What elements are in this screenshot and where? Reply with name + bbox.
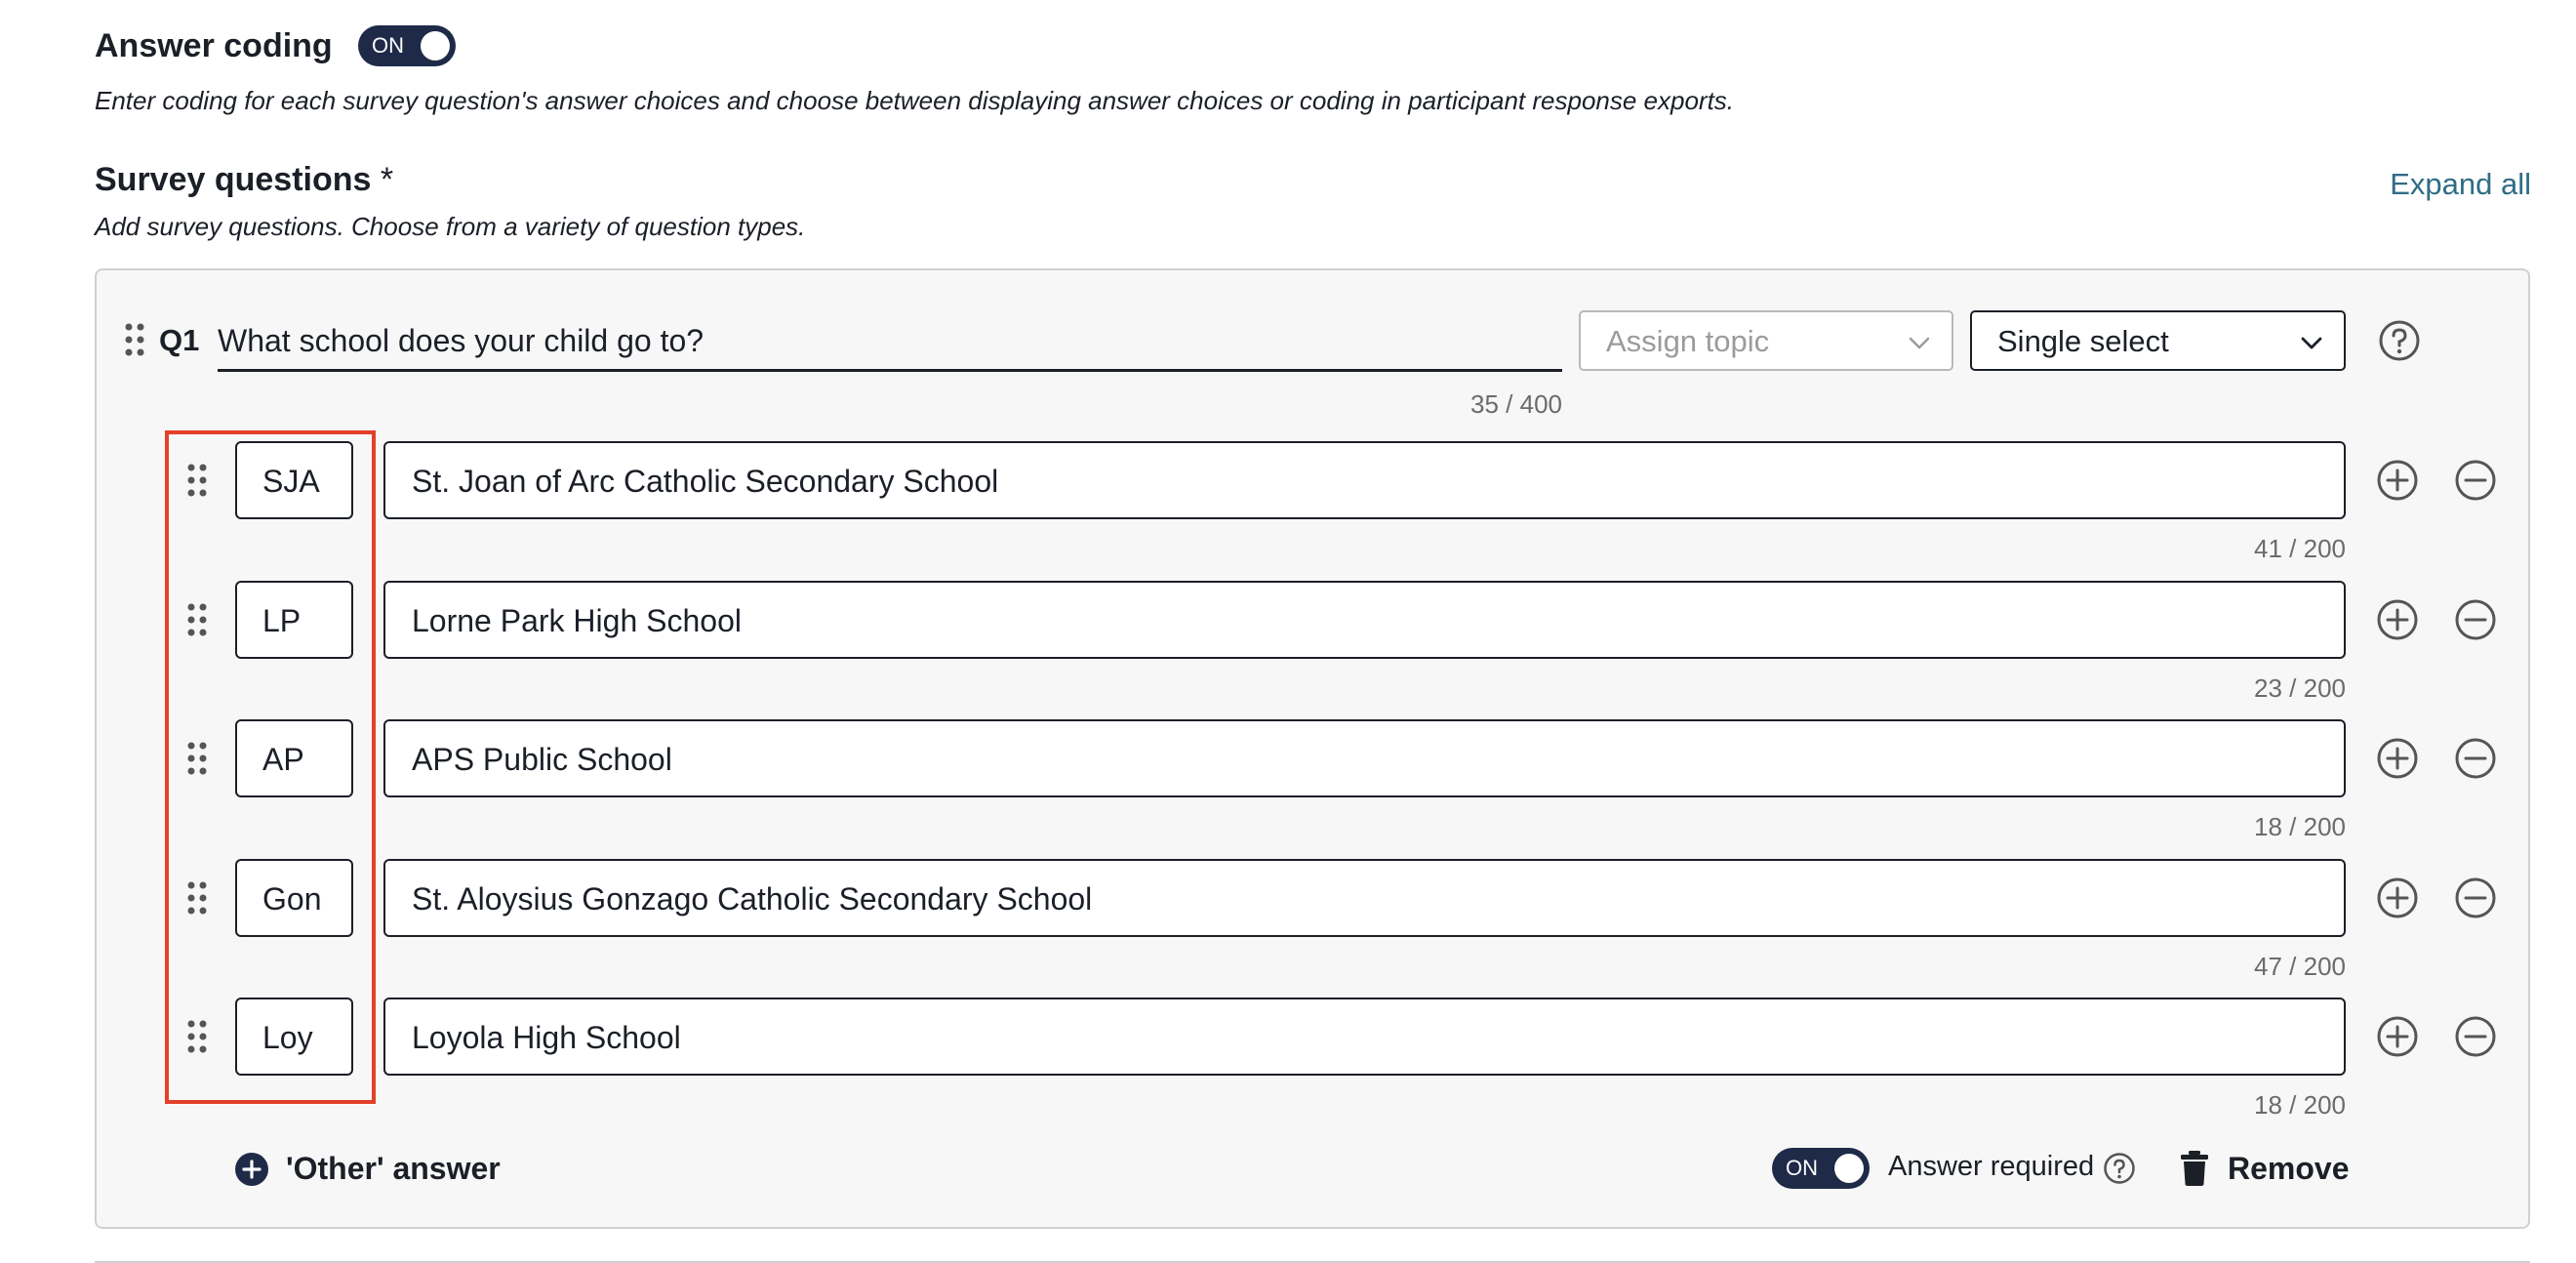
add-answer-plus-circle-icon[interactable] <box>2376 459 2419 502</box>
question-text-input[interactable]: What school does your child go to? <box>218 323 704 358</box>
assign-topic-select[interactable] <box>1579 310 1953 371</box>
add-answer-plus-circle-icon[interactable] <box>2376 737 2419 780</box>
add-answer-plus-circle-icon[interactable] <box>2376 598 2419 641</box>
remove-answer-minus-circle-icon[interactable] <box>2454 1015 2497 1058</box>
answer-char-counter: 18 / 200 <box>2254 812 2346 841</box>
trash-icon[interactable] <box>2180 1150 2209 1187</box>
answer-text-input[interactable] <box>383 859 2346 937</box>
question-char-counter: 35 / 400 <box>1470 389 1562 419</box>
answer-text-value: Loyola High School <box>412 1020 681 1055</box>
answer-required-toggle[interactable] <box>1772 1148 1870 1189</box>
remove-answer-minus-circle-icon[interactable] <box>2454 459 2497 502</box>
assign-topic-placeholder: Assign topic <box>1606 324 1770 358</box>
answer-char-counter: 23 / 200 <box>2254 673 2346 703</box>
add-answer-plus-circle-icon[interactable] <box>2376 1015 2419 1058</box>
answer-text-value: APS Public School <box>412 742 672 777</box>
expand-all-link[interactable]: Expand all <box>2390 167 2531 201</box>
answer-coding-title: Answer coding <box>95 27 333 64</box>
answer-required-toggle-label: ON <box>1786 1156 1818 1180</box>
remove-answer-minus-circle-icon[interactable] <box>2454 737 2497 780</box>
answer-text-value: St. Joan of Arc Catholic Secondary School <box>412 464 999 499</box>
question-number: Q1 <box>159 323 200 357</box>
toggle-knob <box>421 31 450 61</box>
other-answer-button[interactable]: 'Other' answer <box>286 1151 501 1186</box>
answer-char-counter: 41 / 200 <box>2254 534 2346 563</box>
answer-code-value: LP <box>262 603 302 638</box>
answer-required-help-icon[interactable] <box>2103 1152 2136 1185</box>
answer-char-counter: 18 / 200 <box>2254 1090 2346 1120</box>
answer-text-input[interactable] <box>383 998 2346 1076</box>
answer-codes-highlight <box>165 430 376 1104</box>
answer-required-label: Answer required <box>1888 1151 2095 1182</box>
add-answer-plus-circle-icon[interactable] <box>2376 876 2419 919</box>
answer-text-input[interactable] <box>383 581 2346 659</box>
answer-text-value: Lorne Park High School <box>412 603 742 638</box>
answer-coding-toggle[interactable] <box>358 25 456 66</box>
answer-text-input[interactable] <box>383 441 2346 519</box>
required-mark: * <box>380 161 394 198</box>
answer-code-value: AP <box>262 742 304 777</box>
remove-question-button[interactable]: Remove <box>2228 1151 2350 1186</box>
answer-code-value: Gon <box>262 881 322 917</box>
question-type-select[interactable] <box>1970 310 2346 371</box>
question-type-help-icon[interactable] <box>2378 319 2421 362</box>
question-drag-handle-icon[interactable] <box>125 323 144 356</box>
answer-code-value: SJA <box>262 464 320 499</box>
chevron-down-icon <box>1907 328 1932 363</box>
answer-text-input[interactable] <box>383 719 2346 797</box>
question-text-underline <box>218 369 1562 372</box>
answer-coding-toggle-label: ON <box>372 33 404 58</box>
answer-text-value: St. Aloysius Gonzago Catholic Secondary School <box>412 881 1093 917</box>
chevron-down-icon <box>2299 328 2324 363</box>
survey-questions-title-text: Survey questions <box>95 161 372 198</box>
remove-answer-minus-circle-icon[interactable] <box>2454 598 2497 641</box>
remove-answer-minus-circle-icon[interactable] <box>2454 876 2497 919</box>
survey-questions-title <box>95 159 393 200</box>
survey-questions-description: Add survey questions. Choose from a variety of question types. <box>95 212 806 241</box>
question-type-value: Single select <box>1997 324 2169 358</box>
answer-code-value: Loy <box>262 1020 313 1055</box>
answer-char-counter: 47 / 200 <box>2254 952 2346 981</box>
toggle-knob <box>1834 1154 1864 1183</box>
plus-circle-filled-icon[interactable] <box>235 1153 268 1186</box>
answer-coding-description: Enter coding for each survey question's answer choices and choose between displaying answer choices or coding in participant response exports. <box>95 86 1735 115</box>
